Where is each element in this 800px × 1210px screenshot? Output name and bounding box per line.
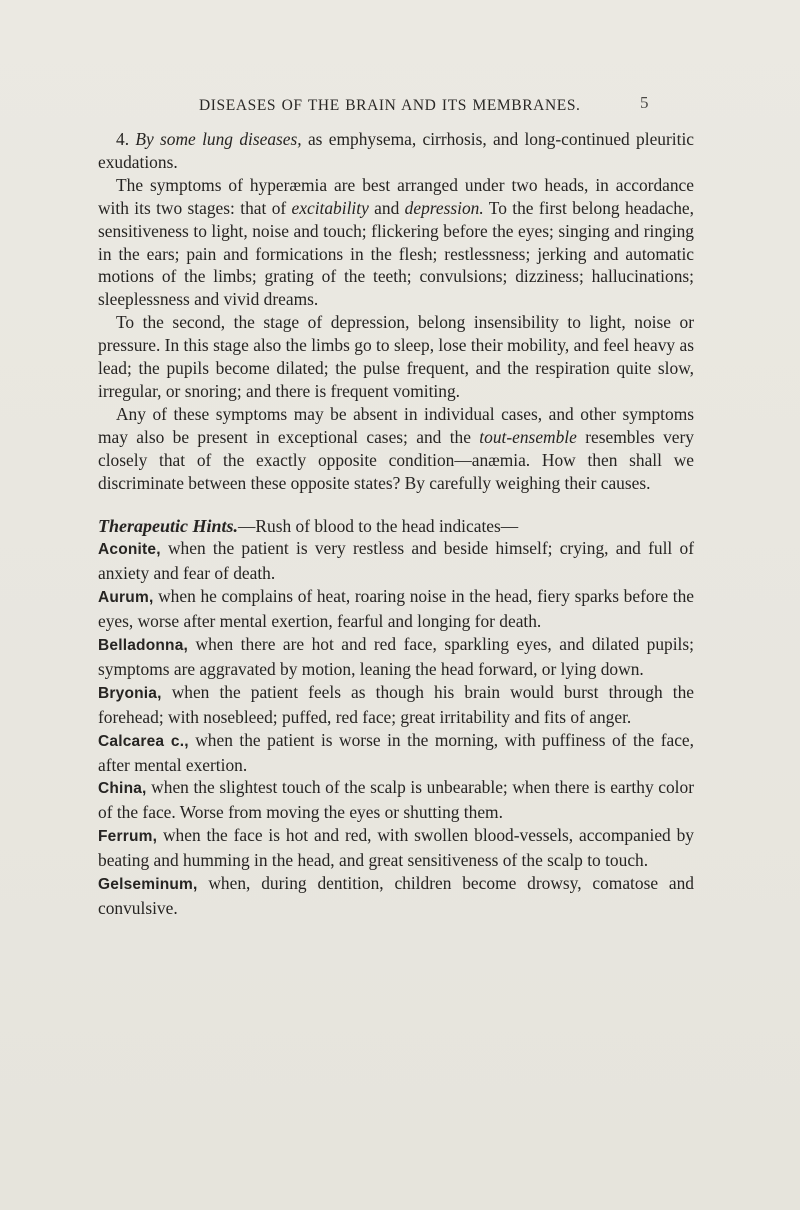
remedy-name: Calcarea c., (98, 732, 189, 750)
section-gap (98, 495, 694, 515)
remedy-gelseminum (98, 872, 694, 920)
remedy-text: when there are hot and red face, sparkling eyes, and dilated pupils; symptoms are aggravated by motion, leaning the head forward, or lying down. (98, 634, 694, 679)
remedy-ferrum (98, 824, 694, 872)
remedy-name: Belladonna, (98, 637, 189, 655)
paragraph-lung-diseases (98, 128, 694, 174)
remedy-text: when he complains of heat, roaring noise in the head, fiery sparks before the eyes, worse after mental exertion, fearful and longing for death. (98, 586, 694, 632)
running-header (0, 93, 800, 119)
remedy-text: when the slightest touch of the scalp is unbearable; when there is earthy color of the face. Worse from moving the eyes or shutting them. (98, 777, 694, 823)
remedy-name: Gelseminum, (98, 876, 198, 894)
paragraph-text: Any of these symptoms may be absent in individual cases, and other symptoms may also be present in exceptional cases; and the (98, 403, 694, 447)
paragraph-text: The symptoms of hyperæmia are best arranged under two heads, in accordance with its two stages: that of (98, 174, 694, 218)
paragraph-hyperaemia-symptoms (98, 174, 694, 311)
remedy-china (98, 776, 694, 824)
paragraph-text: resembles very closely that of the exactly opposite condition—anæmia. How then shall we discriminate between these opposite states? By carefully weighing their causes. (98, 426, 694, 493)
remedy-name: Bryonia, (98, 684, 162, 702)
body-text (98, 128, 694, 920)
paragraph-depression-stage (98, 311, 694, 403)
remedy-name: China, (98, 780, 147, 798)
emphasis-depression: depression. (404, 197, 484, 218)
paragraph-text: To the second, the stage of depression, belong insensibility to light, noise or pressure. In this stage also the limbs go to sleep, lose their mobility, and feel heavy as lead; the pupils become dilated; the pulse frequent, and the respiration quite slow, irregular, or snoring; and there is frequent vomiting. (98, 312, 694, 401)
remedy-calcarea (98, 729, 694, 777)
remedy-text: when the patient is very restless and beside himself; crying, and full of anxiety and fear of death. (98, 538, 694, 584)
remedy-name: Ferrum, (98, 828, 158, 846)
remedy-name: Aconite, (98, 541, 161, 559)
section-heading: Therapeutic Hints. (98, 515, 239, 536)
remedy-belladonna (98, 633, 694, 681)
paragraph-discrimination (98, 403, 694, 495)
emphasis-lung-diseases: By some lung diseases, (135, 129, 302, 149)
remedy-aurum (98, 585, 694, 633)
paragraph-text: as emphysema, cirrhosis, and long-continued pleuritic exudations. (98, 129, 694, 172)
remedy-text: when the face is hot and red, with swollen blood-vessels, accompanied by beating and humming in the head, and great sensitiveness of the scalp to touch. (98, 825, 694, 871)
emphasis-excitability: excitability (291, 197, 369, 218)
paragraph-therapeutic-hints (98, 515, 694, 538)
remedy-text: when the patient is worse in the morning, with puffiness of the face, after mental exertion. (98, 729, 695, 775)
chapter-title: DISEASES OF THE BRAIN AND ITS MEMBRANES. (199, 97, 581, 114)
emphasis-tout-ensemble: tout-ensemble (479, 426, 577, 447)
remedy-name: Aurum, (98, 589, 154, 607)
paragraph-text: To the first belong headache, sensitiveness to light, noise and touch; flickering before the eyes; singing and ringing in the ears; pain and formications in the flesh; restlessness; jerking and automatic motions of the limbs; grating of the teeth; convulsions; dizziness; hallucinations; sleeplessness and vivid dreams. (98, 197, 694, 310)
remedy-aconite (98, 537, 694, 585)
page-number: 5 (640, 93, 649, 112)
paragraph-text: and (368, 197, 405, 218)
remedy-bryonia (98, 681, 694, 729)
remedy-text: when, during dentition, children become drowsy, comatose and convulsive. (98, 873, 694, 918)
paragraph-text: —Rush of blood to the head indicates— (238, 515, 519, 536)
item-number: 4. (116, 129, 130, 149)
remedy-text: when the patient feels as though his brain would burst through the forehead; with nosebleed; puffed, red face; great irritability and fits of anger. (98, 681, 694, 727)
